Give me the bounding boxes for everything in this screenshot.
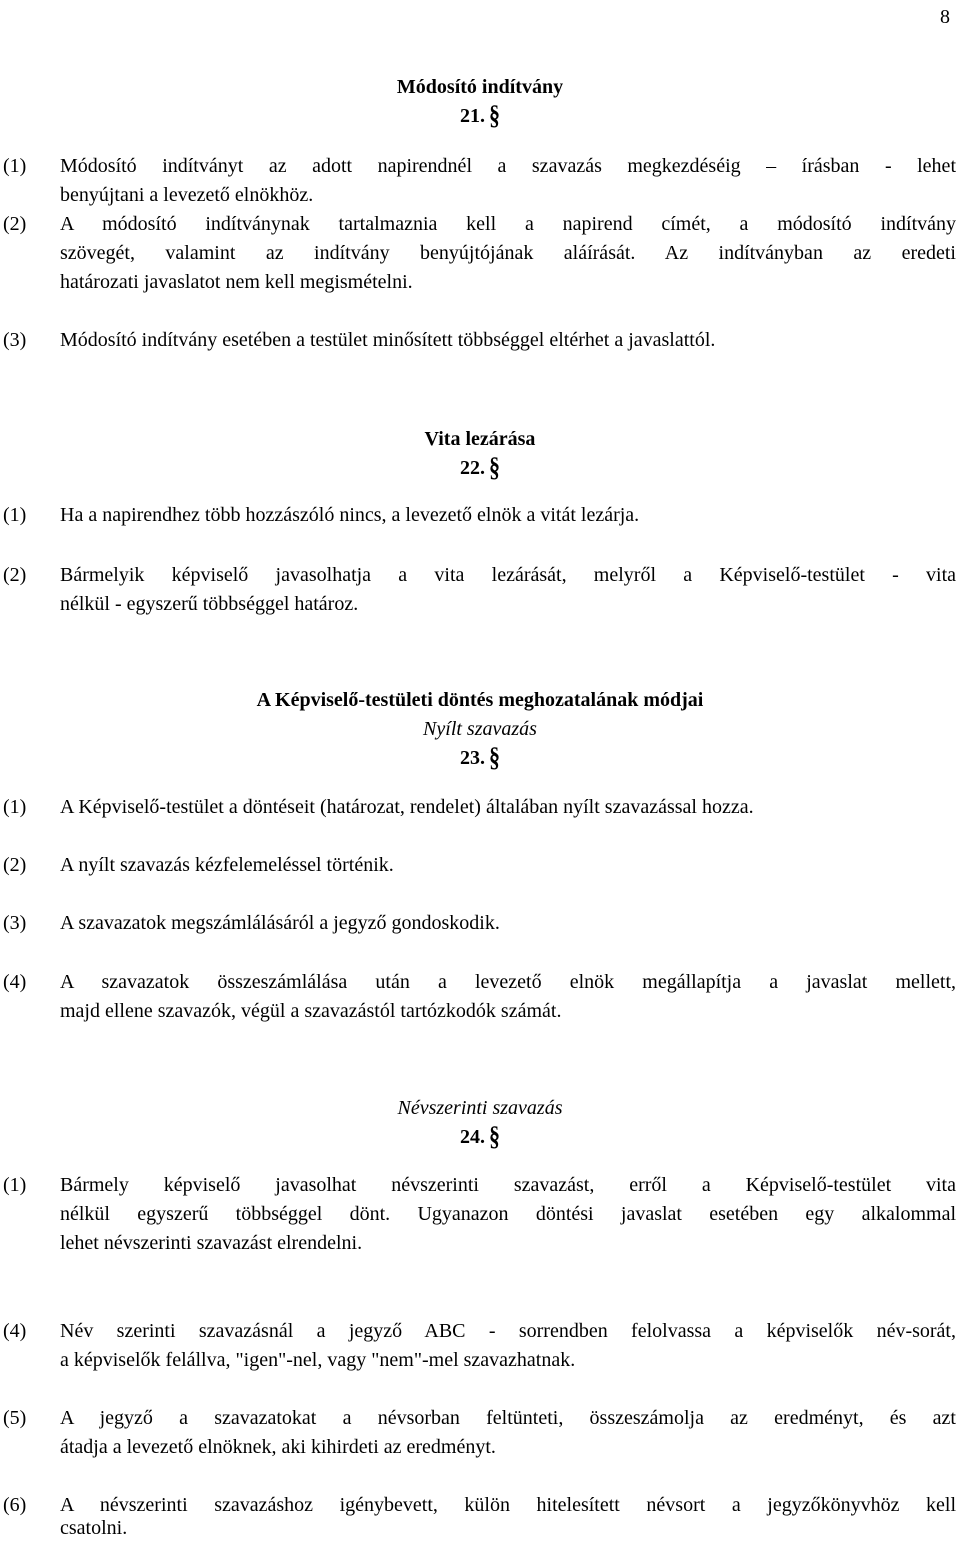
paragraph-text-line: A névszerinti szavazáshoz igénybevett, külön hitelesített névsort a jegyzőkönyvhöz kell [60, 1494, 956, 1516]
paragraph-text-line: Bármelyik képviselő javasolhatja a vita lezárását, melyről a Képviselő-testület - vita [60, 564, 956, 586]
paragraph-text-line: A jegyző a szavazatokat a névsorban feltünteti, összeszámolja az eredményt, és azt [60, 1407, 956, 1429]
paragraph-text-line: Módosító indítvány esetében a testület minősített többséggel eltérhet a javaslattól. [60, 329, 716, 351]
paragraph-text-line: határozati javaslatot nem kell megismételni. [60, 271, 413, 293]
paragraph-text-line: benyújtani a levezető elnökhöz. [60, 184, 314, 206]
section-sign-icon: § [489, 98, 500, 130]
section-title-vita-lezarasa: Vita lezárása [424, 428, 536, 450]
section-title-dontes-modjai: A Képviselő-testületi döntés meghozatalának módjai [256, 689, 704, 711]
paragraph-text-line: Ha a napirendhez több hozzászóló nincs, a levezető elnök a vitát lezárja. [60, 504, 640, 526]
paragraph-number: (3) [3, 912, 27, 934]
section-sign-icon: § [489, 450, 500, 482]
paragraph-number: (2) [3, 564, 27, 586]
section-number-21: 21. § [460, 98, 500, 130]
paragraph-number: (1) [3, 504, 27, 526]
section-sign-icon: § [489, 740, 500, 772]
paragraph-number: (2) [3, 213, 27, 235]
paragraph-text-line: Bármely képviselő javasolhat névszerinti szavazást, erről a Képviselő-testület vita [60, 1174, 956, 1196]
paragraph-text-line: A nyílt szavazás kézfelemeléssel történik. [60, 854, 394, 876]
section-number-24: 24. § [460, 1119, 500, 1151]
paragraph-number: (1) [3, 155, 27, 177]
paragraph-number: (1) [3, 1174, 27, 1196]
paragraph-number: (2) [3, 854, 27, 876]
paragraph-text-line: szövegét, valamint az indítvány benyújtójának aláírását. Az indítványban az eredeti [60, 242, 956, 264]
section-number-22: 22. § [460, 450, 500, 482]
page-number: 8 [940, 6, 950, 28]
paragraph-text-line: csatolni. [60, 1517, 128, 1539]
paragraph-text-line: átadja a levezető elnöknek, aki kihirdeti az eredményt. [60, 1436, 496, 1458]
paragraph-text-line: Módosító indítványt az adott napirendnél a szavazás megkezdéséig – írásban - lehet [60, 155, 956, 177]
paragraph-number: (6) [3, 1494, 27, 1516]
paragraph-number: (1) [3, 796, 27, 818]
section-sign-icon: § [489, 1119, 500, 1151]
paragraph-number: (4) [3, 1320, 27, 1342]
subsection-title-nevszerinti-szavazas: Névszerinti szavazás [397, 1097, 563, 1119]
paragraph-text-line: A Képviselő-testület a döntéseit (határozat, rendelet) általában nyílt szavazással hozza. [60, 796, 754, 818]
paragraph-text-line: nélkül - egyszerű többséggel határoz. [60, 593, 359, 615]
paragraph-text-line: majd ellene szavazók, végül a szavazástól tartózkodók számát. [60, 1000, 562, 1022]
subsection-title-nyilt-szavazas: Nyílt szavazás [423, 718, 537, 740]
paragraph-number: (5) [3, 1407, 27, 1429]
paragraph-text-line: A szavazatok összeszámlálása után a levezető elnök megállapítja a javaslat mellett, [60, 971, 956, 993]
paragraph-text-line: a képviselők felállva, "igen"-nel, vagy "nem"-mel szavazhatnak. [60, 1349, 576, 1371]
paragraph-text-line: lehet névszerinti szavazást elrendelni. [60, 1232, 363, 1254]
section-title-modosito-inditvany: Módosító indítvány [396, 76, 564, 98]
paragraph-text-line: A szavazatok megszámlálásáról a jegyző gondoskodik. [60, 912, 500, 934]
paragraph-number: (3) [3, 329, 27, 351]
paragraph-number: (4) [3, 971, 27, 993]
paragraph-text-line: Név szerinti szavazásnál a jegyző ABC - sorrendben felolvassa a képviselők név-sorát, [60, 1320, 956, 1342]
paragraph-text-line: A módosító indítványnak tartalmaznia kell a napirend címét, a módosító indítvány [60, 213, 956, 235]
section-number-23: 23. § [460, 740, 500, 772]
paragraph-text-line: nélkül egyszerű többséggel dönt. Ugyanazon döntési javaslat esetében egy alkalommal [60, 1203, 956, 1225]
